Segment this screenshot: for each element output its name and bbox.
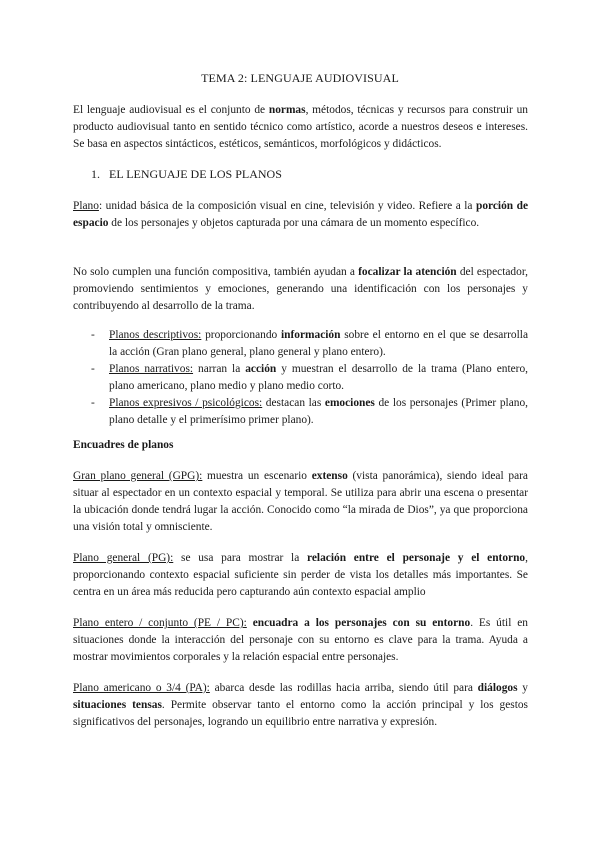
pa-paragraph: Plano americano o 3/4 (PA): abarca desde las rodillas hacia arriba, siendo útil para diálogos y situaciones tensas. Permite observar tanto el entorno como la acción principal y los gestos significativos del personajes, logrando un equilibrio entre narrativa y expresión. <box>73 682 528 728</box>
list-item: - Planos expresivos / psicológicos: destacan las emociones de los personajes (Primer plano, plano detalle y el primerísimo primer plano). <box>91 397 528 426</box>
bold-term: extenso <box>311 470 348 482</box>
gpg-paragraph: Gran plano general (GPG): muestra un escenario extenso (vista panorámica), siendo ideal para situar al espectador en un contexto espacial y temporal. Se utiliza para abrir una escena o presentar la ubicación donde tendrá lugar la acción. Conocido como “la mirada de Dios”, ya que proporciona una visión total y omnisciente. <box>73 470 528 533</box>
underlined-term: Planos expresivos / psicológicos: <box>109 397 263 409</box>
underlined-term: Gran plano general (GPG): <box>73 470 203 482</box>
planos-bullet-list <box>91 327 528 429</box>
pg-paragraph: Plano general (PG): se usa para mostrar la relación entre el personaje y el entorno, proporcionando contexto espacial suficiente sin perder de vista los detalles más importantes. Se centra en un área más reducida pero capturando aún contexto espacial amplio <box>73 552 528 598</box>
underlined-term: Plano general (PG): <box>73 552 174 564</box>
bold-term: normas <box>268 104 306 116</box>
bold-term: situaciones tensas <box>73 699 162 711</box>
bold-term: focalizar la atención <box>358 266 457 278</box>
underlined-term: Plano americano o 3/4 (PA): <box>73 682 210 694</box>
bold-term: relación entre el personaje y el entorno <box>307 552 526 564</box>
list-item: - Planos descriptivos: proporcionando información sobre el entorno en el que se desarrolla la acción (Gran plano general, plano general y plano entero). <box>91 329 528 358</box>
underlined-term: Planos descriptivos: <box>109 329 202 341</box>
bold-term: porción de espacio <box>73 200 529 229</box>
document-title: TEMA 2: LENGUAJE AUDIOVISUAL <box>201 71 399 85</box>
section-title: EL LENGUAJE DE LOS PLANOS <box>109 167 282 181</box>
bold-term: encuadra a los personajes con su entorno <box>252 617 471 629</box>
section-heading <box>91 166 282 183</box>
bold-term: diálogos <box>477 682 518 694</box>
plano-definition: Plano: unidad básica de la composición visual en cine, televisión y video. Refiere a la porción de espacio de los personajes y objetos capturada por una cámara de un momento específico. <box>73 200 529 229</box>
bold-term: emociones <box>324 397 375 409</box>
intro-paragraph: El lenguaje audiovisual es el conjunto de normas, métodos, técnicas y recursos para construir un producto audiovisual tanto en sentido técnico como artístico, acorde a nuestros deseos e intereses. Se basa en aspectos sintácticos, estéticos, semánticos, morfológicos y didácticos. <box>73 104 528 150</box>
bold-term: acción <box>245 363 277 375</box>
bold-term: información <box>280 329 341 341</box>
underlined-term: Plano entero / conjunto (PE / PC): <box>73 617 247 629</box>
list-item: - Planos narrativos: narran la acción y muestran el desarrollo de la trama (Plano entero, plano americano, plano medio y plano medio corto. <box>91 363 529 392</box>
section-number: 1. <box>91 167 100 181</box>
underlined-term: Planos narrativos: <box>109 363 194 375</box>
underlined-term: Plano <box>73 200 99 212</box>
pe-paragraph: Plano entero / conjunto (PE / PC): encuadra a los personajes con su entorno. Es útil en situaciones donde la interacción del personaje con su entorno es clave para la trama. Ayuda a mostrar movimientos corporales y la relación espacial entre personajes. <box>73 617 528 663</box>
function-paragraph: No solo cumplen una función compositiva, también ayudan a focalizar la atención del espectador, promoviendo sentimientos y emociones, generando una identificación con los personajes y contribuyendo al desarrollo de la trama. <box>73 266 528 312</box>
encuadres-heading: Encuadres de planos <box>73 439 174 451</box>
